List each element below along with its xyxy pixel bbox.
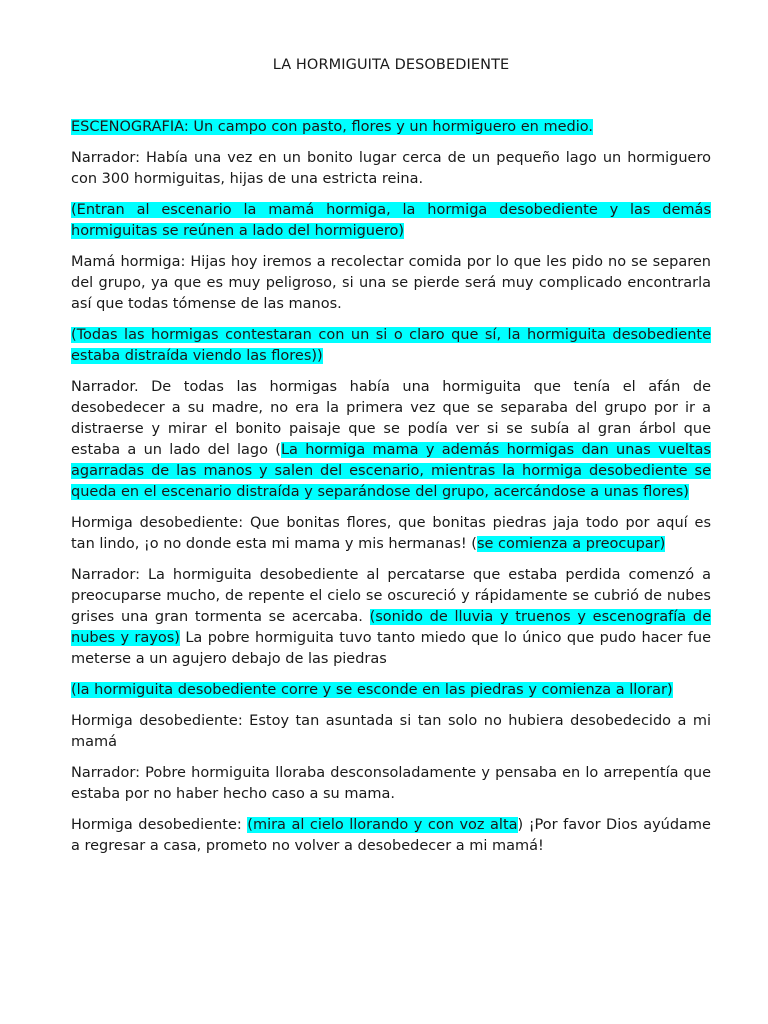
paragraph-text: Narrador. De todas las hormigas había una hormiguita que tenía el afán de desobedecer a su madre, no era la primera vez que se separaba del grupo por ir a distraerse y mirar el bonito paisaje que se podía ver si se subía al gran árbol que estaba a un lado del lago (: [71, 379, 711, 458]
paragraph: [71, 252, 711, 315]
highlighted-text: (sonido de lluvia y truenos y escenografía de nubes y rayos): [71, 609, 711, 646]
paragraph: [71, 148, 711, 190]
paragraph-text: Hormiga desobediente: Que bonitas flores, que bonitas piedras jaja todo por aquí es tan lindo, ¡o no donde esta mi mama y mis hermanas! (: [71, 515, 711, 552]
highlighted-text: (mira al cielo llorando y con voz alta: [247, 817, 518, 833]
highlighted-text: (la hormiguita desobediente corre y se esconde en las piedras y comienza a llorar): [71, 682, 673, 698]
paragraph: [71, 200, 711, 242]
paragraph: [71, 377, 711, 503]
paragraph-text: Narrador: Pobre hormiguita lloraba desconsoladamente y pensaba en lo arrepentía que estaba por no haber hecho caso a su mama.: [71, 765, 711, 802]
paragraph-text: ) ¡Por favor Dios ayúdame a regresar a casa, prometo no volver a desobedecer a mi mamá!: [71, 817, 711, 854]
document-title: LA HORMIGUITA DESOBEDIENTE: [272, 57, 510, 73]
paragraph: [71, 565, 711, 670]
paragraph-text: Hormiga desobediente: Estoy tan asuntada si tan solo no hubiera desobedecido a mi mamá: [71, 713, 711, 750]
paragraph: [71, 325, 711, 367]
paragraph: [71, 815, 711, 857]
paragraph-text: Narrador: Había una vez en un bonito lugar cerca de un pequeño lago un hormiguero con 300 hormiguitas, hijas de una estricta reina.: [71, 150, 711, 187]
paragraph: [71, 117, 711, 138]
highlighted-text: (Todas las hormigas contestaran con un si o claro que sí, la hormiguita desobediente estaba distraída viendo las flores)): [71, 327, 711, 364]
document-body: [71, 117, 711, 857]
paragraph-text: Narrador: La hormiguita desobediente al percatarse que estaba perdida comenzó a preocuparse mucho, de repente el cielo se oscureció y rápidamente se cubrió de nubes grises una gran tormenta se acercaba.: [71, 567, 711, 625]
paragraph: [71, 711, 711, 753]
highlighted-text: La hormiga mama y además hormigas dan unas vueltas agarradas de las manos y salen del escenario, mientras la hormiga desobediente se queda en el escenario distraída y separándose del grupo, acercándose a unas flores): [71, 442, 711, 500]
paragraph-text: Hormiga desobediente:: [71, 817, 248, 833]
highlighted-text: se comienza a preocupar): [476, 536, 666, 552]
paragraph-text: La pobre hormiguita tuvo tanto miedo que lo único que pudo hacer fue meterse a un agujero debajo de las piedras: [71, 630, 711, 667]
paragraph: [71, 763, 711, 805]
highlighted-text: ESCENOGRAFIA: Un campo con pasto, flores y un hormiguero en medio.: [71, 119, 593, 135]
paragraph: [71, 513, 711, 555]
paragraph: [71, 680, 711, 701]
paragraph-text: Mamá hormiga: Hijas hoy iremos a recolectar comida por lo que les pido no se separen del grupo, ya que es muy peligroso, si una se pierde será muy complicado encontrarla así que todas tómense de las manos.: [71, 254, 711, 312]
highlighted-text: (Entran al escenario la mamá hormiga, la hormiga desobediente y las demás hormiguitas se reúnen a lado del hormiguero): [71, 202, 711, 239]
